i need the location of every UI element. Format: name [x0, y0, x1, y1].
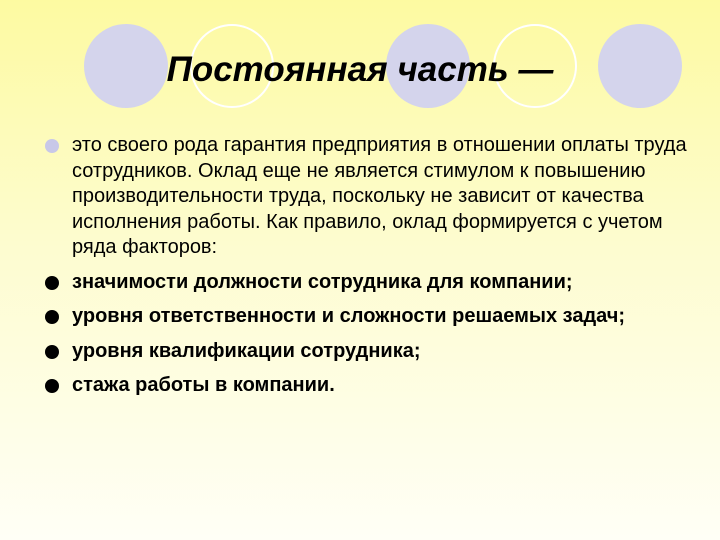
bullet-icon	[45, 345, 59, 359]
bullet-icon	[45, 310, 59, 324]
list-item-text: уровня квалификации сотрудника;	[72, 339, 421, 362]
list-item-text: стажа работы в компании.	[72, 374, 335, 396]
list-item-text: это своего рода гарантия предприятия в отношении оплаты труда сотрудников. Оклад еще не является стимулом к повышению производительности труда, поскольку не зависит от качества исполнения работы. Как правило, оклад формируется с учетом ряда факторов:	[72, 134, 687, 258]
bullet-icon	[45, 139, 59, 153]
bullet-icon	[45, 276, 59, 290]
list-item-factor-significance	[44, 270, 694, 296]
list-item-text: уровня ответственности и сложности решаемых задач;	[72, 305, 626, 327]
list-item-intro	[44, 133, 694, 261]
bullet-icon	[45, 379, 59, 393]
list-item-text: значимости должности сотрудника для компании;	[72, 270, 573, 293]
list-item-factor-experience	[44, 373, 694, 399]
slide-title: Постоянная часть —	[166, 50, 554, 89]
bullet-list	[44, 133, 694, 408]
list-item-factor-responsibility	[44, 304, 694, 330]
list-item-factor-qualification	[44, 339, 694, 365]
